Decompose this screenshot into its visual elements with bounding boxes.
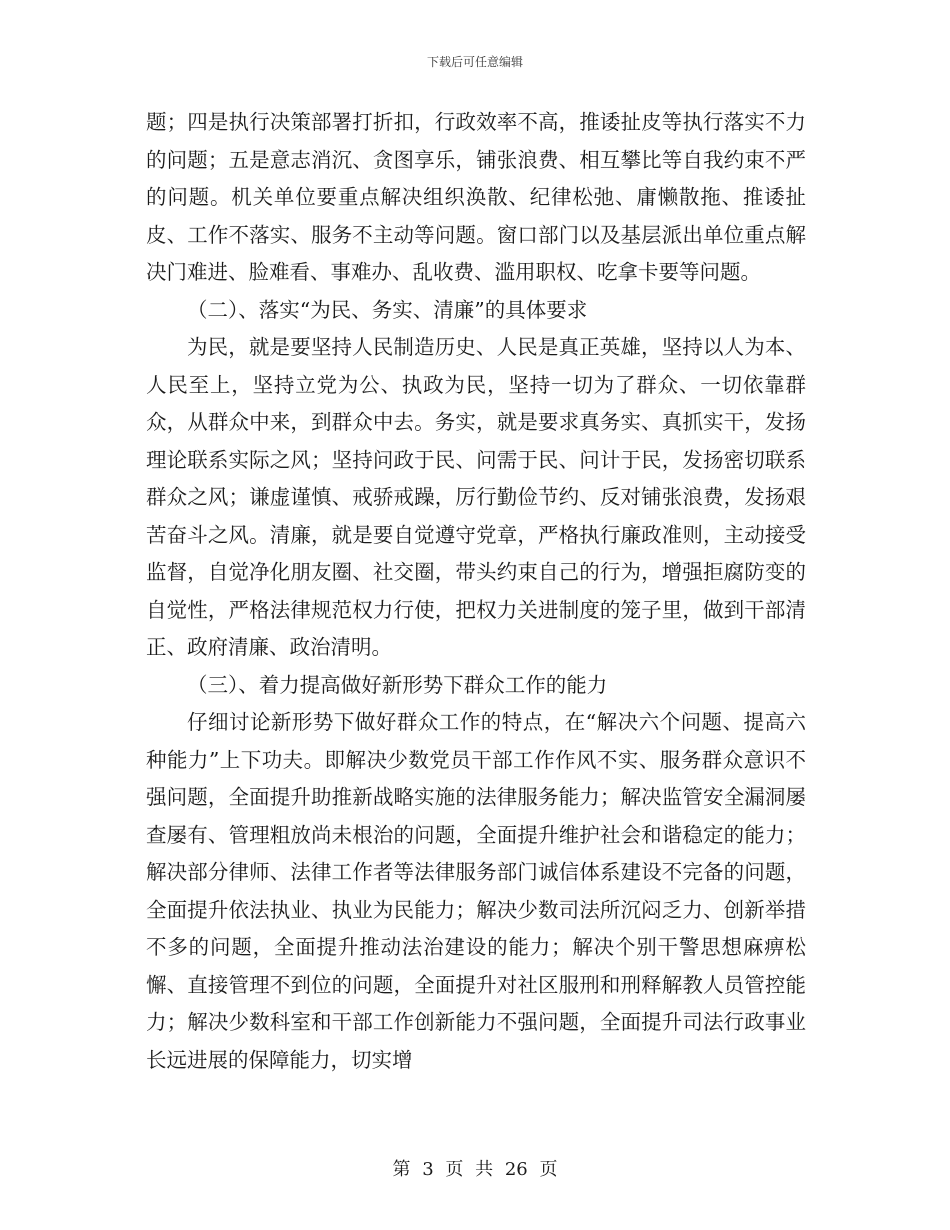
paragraph-requirements: 为民，就是要坚持人民制造历史、人民是真正英雄，坚持以人为本、人民至上，坚持立党为公、执政为民，坚持一切为了群众、一切依靠群众，从群众中来，到群众中去。务实，就是要求真务实、真抓实干，发扬理论联系实际之风；坚持问政于民、问需于民、问计于民，发扬密切联系群众之风；谦虚谨慎、戒骄戒躁，厉行勤俭节约、反对铺张浪费，发扬艰苦奋斗之风。清廉，就是要自觉遵守党章，严格执行廉政准则，主动接受监督，自觉净化朋友圈、社交圈，带头约束自己的行为，增强拒腐防变的自觉性，严格法律规范权力行使，把权力关进制度的笼子里，做到干部清正、政府清廉、政治清明。 [146,335,806,659]
section-heading-2: （二）、落实“为民、务实、清廉”的具体要求 [187,297,588,322]
paragraph-continued: 题；四是执行决策部署打折扣，行政效率不高，推诿扯皮等执行落实不力的问题；五是意志消沉、贪图享乐，铺张浪费、相互攀比等自我约束不严的问题。机关单位要重点解决组织涣散、纪律松弛、庸懒散拖、推诿扯皮、工作不落实、服务不主动等问题。窗口部门以及基层派出单位重点解决门难进、脸难看、事难办、乱收费、滥用职权、吃拿卡要等问题。 [146,110,806,284]
document-body [146,104,806,1079]
section-heading-3: （三）、着力提高做好新形势下群众工作的能力 [187,672,608,697]
paragraph-capabilities: 仔细讨论新形势下做好群众工作的特点，在“解决六个问题、提高六种能力”上下功夫。即解决少数党员干部工作作风不实、服务群众意识不强问题，全面提升助推新战略实施的法律服务能力；解决监管安全漏洞屡查屡有、管理粗放尚未根治的问题，全面提升维护社会和谐稳定的能力；解决部分律师、法律工作者等法律服务部门诚信体系建设不完备的问题，全面提升依法执业、执业为民能力；解决少数司法所沉闷乏力、创新举措不多的问题，全面提升推动法治建设的能力；解决个别干警思想麻痹松懈、直接管理不到位的问题，全面提升对社区服刑和刑释解教人员管控能力；解决少数科室和干部工作创新能力不强问题，全面提升司法行政事业长远进展的保障能力，切实增 [146,710,806,1072]
page-number-footer: 第 3 页 共 26 页 [392,1159,558,1180]
page-header: 下载后可任意编辑 [426,55,523,69]
